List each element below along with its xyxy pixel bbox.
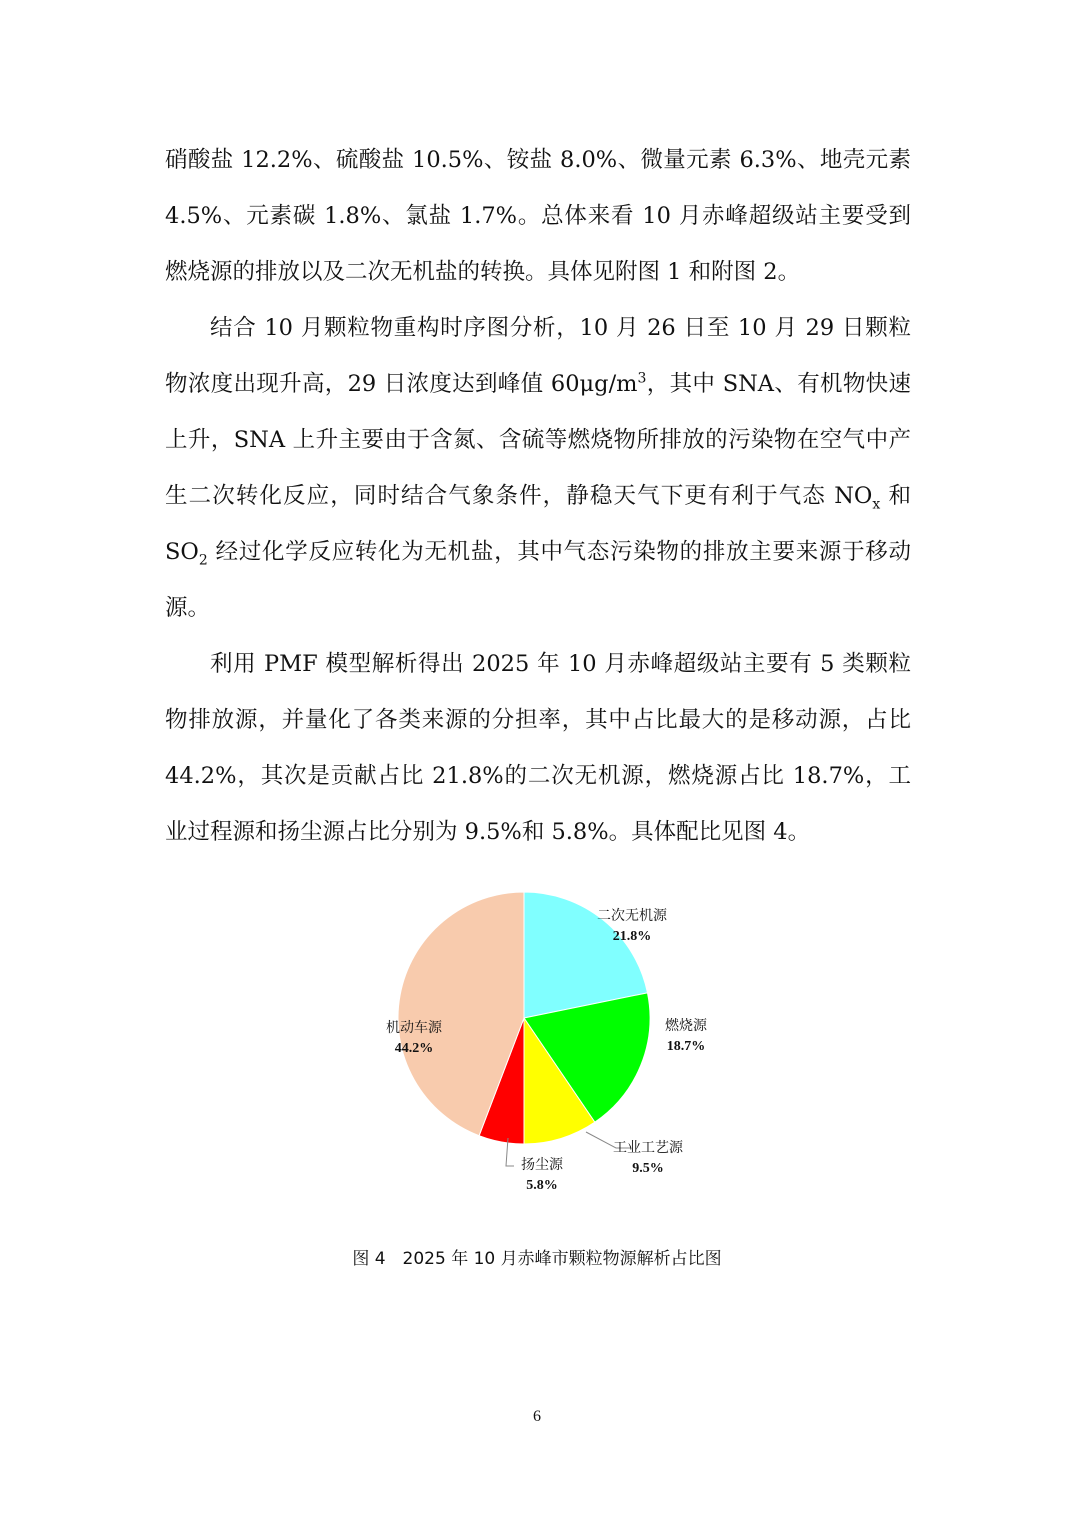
- slice-name-label: 二次无机源: [597, 908, 667, 924]
- figure-caption: 图 4 2025 年 10 月赤峰市颗粒物源解析占比图: [352, 1249, 722, 1269]
- slice-name-label: 燃烧源: [665, 1018, 707, 1034]
- slice-value-label: 5.8%: [526, 1178, 558, 1193]
- paragraph-time-series: [165, 300, 911, 636]
- slice-name-label: 扬尘源: [521, 1157, 563, 1173]
- page-number: 6: [533, 1408, 541, 1425]
- p2-subscript-2: 2: [198, 552, 208, 569]
- slice-name-label: 机动车源: [386, 1020, 442, 1036]
- p2-text-a: 结合 10 月颗粒物重构时序图分析，10 月 26 日至 10 月 29 日颗粒物浓度出现升高，29 日浓度达到峰值 60μg/m: [165, 315, 911, 397]
- p2-superscript: 3: [637, 370, 647, 387]
- slice-value-label: 21.8%: [612, 929, 652, 944]
- p2-text-b: ，其中 SNA、有机物快速上升，SNA 上升主要由于含氮、含硫等燃烧物所排放的污染物在空气中产生二次转化反应，同时结合气象条件，静稳天气下更有利于气态 NO: [165, 371, 911, 509]
- p2-subscript-x: x: [872, 496, 881, 513]
- paragraph-composition: 硝酸盐 12.2%、硫酸盐 10.5%、铵盐 8.0%、微量元素 6.3%、地壳元素 4.5%、元素碳 1.8%、氯盐 1.7%。总体来看 10 月赤峰超级站主要受到燃烧源的排放以及二次无机盐的转换。具体见附图 1 和附图 2。: [165, 147, 911, 285]
- paragraph-pmf-analysis: 利用 PMF 模型解析得出 2025 年 10 月赤峰超级站主要有 5 类颗粒物排放源，并量化了各类来源的分担率，其中占比最大的是移动源，占比 44.2%，其次是贡献占比 21.8%的二次无机源，燃烧源占比 18.7%，工业过程源和扬尘源占比分别为 9.5%和 5.8%。具体配比见图 4。: [165, 651, 911, 845]
- p2-text-d: 经过化学反应转化为无机盐，其中气态污染物的排放主要来源于移动源。: [165, 539, 911, 621]
- slice-value-label: 9.5%: [632, 1161, 664, 1176]
- slice-name-label: 工业工艺源: [613, 1140, 683, 1156]
- source-pie-chart: [330, 880, 750, 1210]
- p2-text-c: 和 SO: [165, 483, 911, 565]
- slice-value-label: 44.2%: [394, 1041, 434, 1056]
- slice-value-label: 18.7%: [666, 1039, 706, 1054]
